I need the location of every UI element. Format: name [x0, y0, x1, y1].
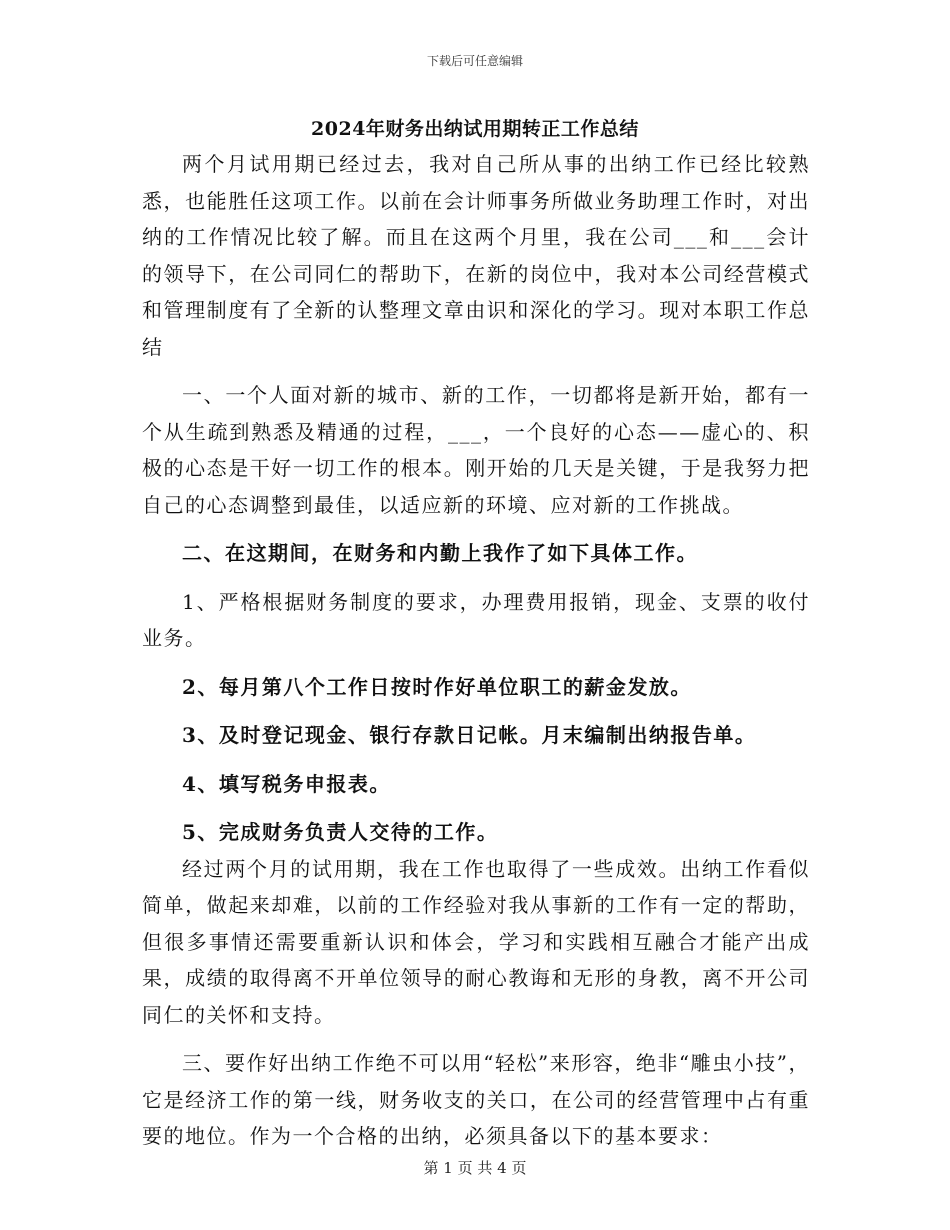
paragraph-section-3: 三、要作好出纳工作绝不可以用“轻松”来形容，绝非“雕虫小技”，它是经济工作的第一线，财务收支的关口，在公司的经营管理中占有重要的地位。作为一个合格的出纳，必须具备以下的基本要求：: [142, 1051, 810, 1148]
list-item-1: 1、严格根据财务制度的要求，办理费用报销，现金、支票的收付业务。: [142, 589, 810, 650]
document-title: 2024年财务出纳试用期转正工作总结: [311, 118, 639, 140]
document-body: [142, 146, 810, 1155]
paragraph-section-1: 一、一个人面对新的城市、新的工作，一切都将是新开始，都有一个从生疏到熟悉及精通的过程，___，一个良好的心态——虚心的、积极的心态是干好一切工作的根本。刚开始的几天是关键，于是我努力把自己的心态调整到最佳，以适应新的环境、应对新的工作挑战。: [142, 383, 810, 517]
paragraph-results: 经过两个月的试用期，我在工作也取得了一些成效。出纳工作看似简单，做起来却难，以前的工作经验对我从事新的工作有一定的帮助，但很多事情还需要重新认识和体会，学习和实践相互融合才能产出成果，成绩的取得离不开单位领导的耐心教诲和无形的身教，离不开公司同仁的关怀和支持。: [142, 856, 810, 1027]
list-item-5: 5、完成财务负责人交待的工作。: [182, 820, 499, 844]
page-header-note: 下载后可任意编辑: [426, 54, 523, 68]
list-item-3: 3、及时登记现金、银行存款日记帐。月末编制出纳报告单。: [182, 723, 757, 747]
list-item-2: 2、每月第八个工作日按时作好单位职工的薪金发放。: [182, 674, 692, 699]
paragraph-section-2-heading: 二、在这期间，在财务和内勤上我作了如下具体工作。: [182, 541, 698, 565]
paragraph-intro: 两个月试用期已经过去，我对自己所从事的出纳工作已经比较熟悉，也能胜任这项工作。以前在会计师事务所做业务助理工作时，对出纳的工作情况比较了解。而且在这两个月里，我在公司___和___会计的领导下，在公司同仁的帮助下，在新的岗位中，我对本公司经营模式和管理制度有了全新的认整理文章由识和深化的学习。现对本职工作总结: [142, 152, 810, 359]
list-item-4: 4、填写税务申报表。: [182, 771, 391, 796]
page-number: 第 1 页 共 4 页: [423, 1159, 527, 1177]
